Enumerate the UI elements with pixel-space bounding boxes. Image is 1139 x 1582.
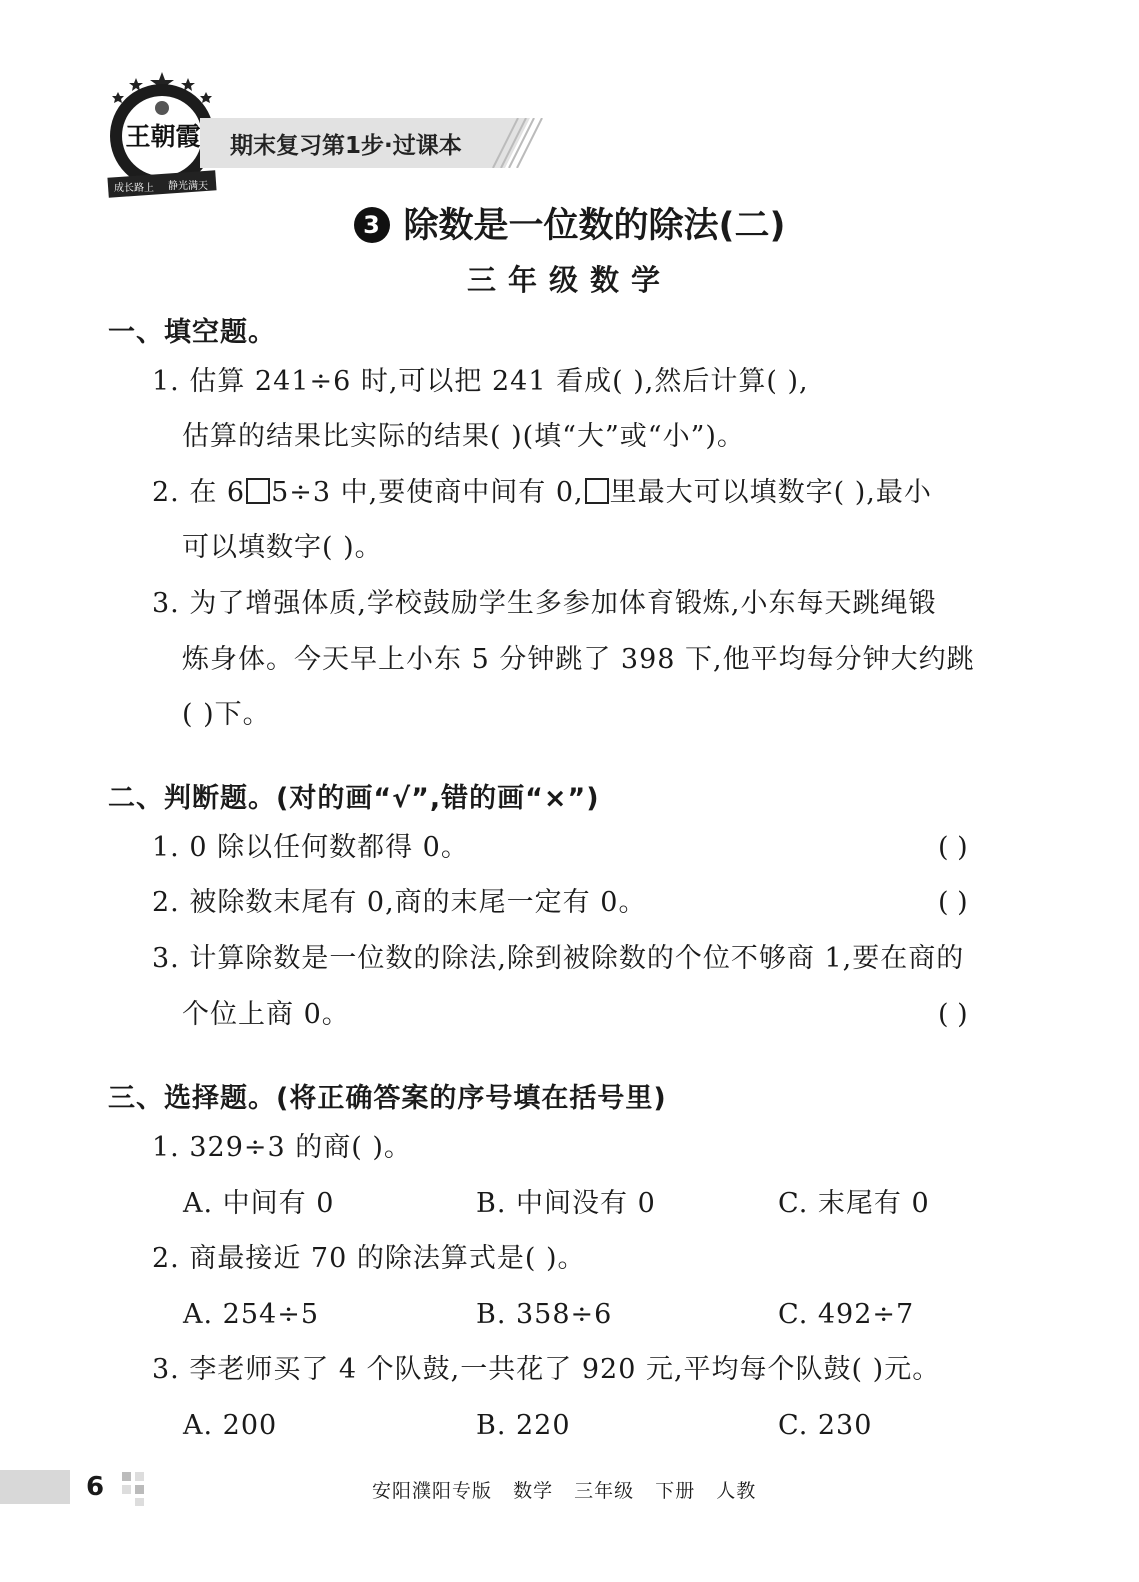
footer-edition: 安阳濮阳专版: [372, 1480, 493, 1502]
question-1-1-line1: 1. 估算 241÷6 时,可以把 241 看成( ),然后计算( ),: [152, 366, 809, 397]
blank-box: [585, 478, 609, 504]
option-a: A. 中间有 0: [183, 1188, 335, 1219]
lesson-number-badge: 3: [354, 207, 390, 243]
logo-brand-text: 王朝霞: [125, 122, 201, 151]
question-1-2-line2: 可以填数字( )。: [182, 532, 383, 563]
logo-motto-right: 静光满天: [168, 181, 208, 192]
question-2-2: 2. 被除数末尾有 0,商的末尾一定有 0。: [152, 887, 647, 918]
footer-decoration: [122, 1472, 152, 1506]
q2-text-b: 5÷3 中,要使商中间有 0,: [271, 477, 584, 508]
page-subtitle: 三年级数学: [466, 263, 672, 297]
option-a: A. 254÷5: [183, 1299, 319, 1330]
answer-paren: ( ): [938, 832, 968, 863]
footer-subject: 数学: [513, 1480, 554, 1502]
answer-paren: ( ): [938, 999, 968, 1030]
page-title: [0, 198, 1139, 248]
option-a: A. 200: [183, 1410, 278, 1441]
question-1-3-line2: 炼身体。今天早上小东 5 分钟跳了 398 下,他平均每分钟大约跳: [182, 644, 975, 675]
option-b: B. 中间没有 0: [476, 1188, 656, 1219]
option-c: C. 230: [778, 1410, 873, 1441]
footer-bar: [0, 1470, 70, 1504]
option-b: B. 220: [476, 1410, 571, 1441]
q2-text-c: 里最大可以填数字( ),最小: [609, 477, 932, 508]
section-heading-multiple-choice: 三、选择题。(将正确答案的序号填在括号里): [108, 1083, 667, 1114]
section-heading-true-false: 二、判断题。(对的画“√”,错的画“×”): [108, 783, 600, 814]
footer-publisher: 人教: [716, 1480, 757, 1502]
logo-motto-left: 成长路上: [114, 183, 154, 194]
question-3-3: 3. 李老师买了 4 个队鼓,一共花了 920 元,平均每个队鼓( )元。: [152, 1354, 941, 1385]
question-1-3-line1: 3. 为了增强体质,学校鼓励学生多参加体育锻炼,小东每天跳绳锻: [152, 588, 937, 619]
blank-box: [246, 478, 270, 504]
question-2-3-line1: 3. 计算除数是一位数的除法,除到被除数的个位不够商 1,要在商的: [152, 943, 965, 974]
footer-grade: 三年级: [574, 1480, 635, 1502]
answer-paren: ( ): [938, 887, 968, 918]
question-1-2-line1: [152, 477, 932, 509]
page-number: 6: [86, 1472, 105, 1502]
q2-text-a: 2. 在 6: [152, 477, 246, 508]
section-heading-fill-blank: 一、填空题。: [108, 317, 276, 348]
question-3-1: 1. 329÷3 的商( )。: [152, 1132, 412, 1163]
footer-info: [372, 1476, 756, 1503]
question-1-3-line3: ( )下。: [182, 699, 271, 730]
option-c: C. 末尾有 0: [778, 1188, 930, 1219]
option-b: B. 358÷6: [476, 1299, 613, 1330]
question-3-2: 2. 商最接近 70 的除法算式是( )。: [152, 1243, 586, 1274]
question-2-3-line2: 个位上商 0。: [182, 999, 350, 1030]
question-1-1-line2: 估算的结果比实际的结果( )(填“大”或“小”)。: [182, 421, 745, 452]
lesson-title: 除数是一位数的除法(二): [403, 206, 786, 246]
review-step-label: 期末复习第1步·过课本: [230, 133, 462, 159]
footer-volume: 下册: [655, 1480, 696, 1502]
option-c: C. 492÷7: [778, 1299, 915, 1330]
question-2-1: 1. 0 除以任何数都得 0。: [152, 832, 469, 863]
